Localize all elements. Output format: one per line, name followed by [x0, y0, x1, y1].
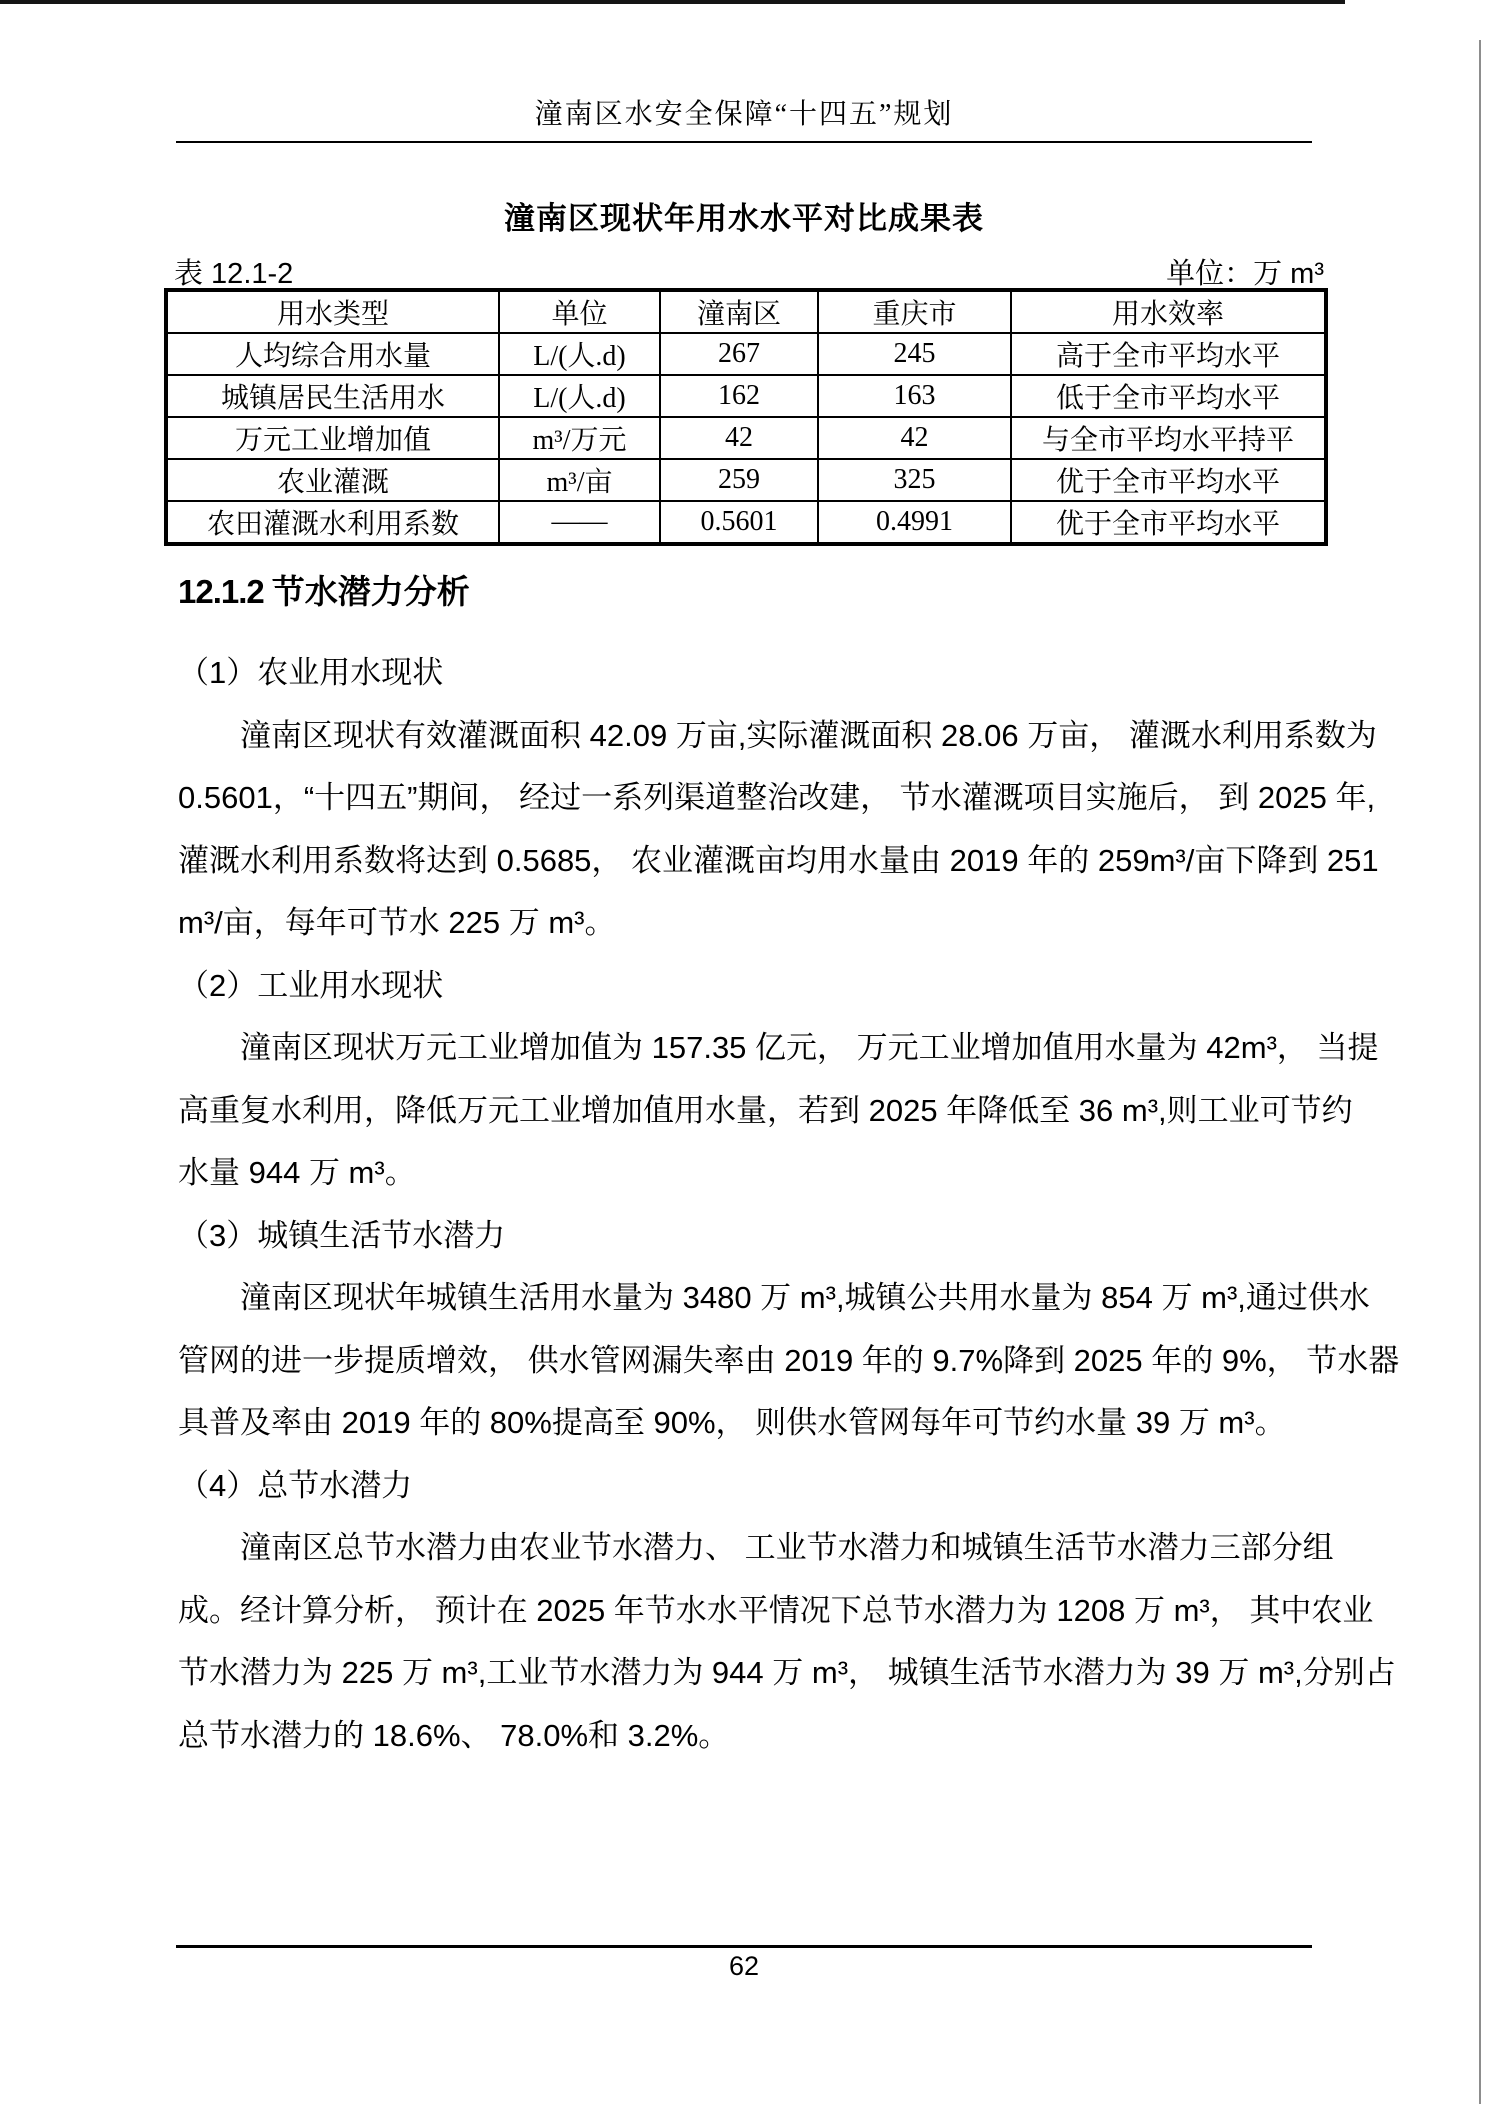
- paragraph-line: 成。经计算分析， 预计在 2025 年节水水平情况下总节水潜力为 1208 万 m³， 其中农业: [178, 1592, 1374, 1628]
- table-row: [166, 417, 1326, 459]
- table-caption-label: 表 12.1-2: [174, 258, 294, 290]
- column-header: 潼南区: [660, 290, 818, 333]
- table-cell: 农业灌溉: [166, 459, 499, 501]
- table-cell: 42: [818, 417, 1011, 459]
- table-cell: 优于全市平均水平: [1011, 459, 1326, 501]
- paragraph-line: 总节水潜力的 18.6%、 78.0%和 3.2%。: [178, 1717, 730, 1753]
- column-header: 用水类型: [166, 290, 499, 333]
- table-cell: L/(人.d): [499, 375, 660, 417]
- paragraph-line: 高重复水利用，降低万元工业增加值用水量，若到 2025 年降低至 36 m³,则工业可节约: [178, 1092, 1353, 1128]
- paragraph-line: 灌溉水利用系数将达到 0.5685， 农业灌溉亩均用水量由 2019 年的 259m³/亩下降到 251: [178, 842, 1379, 878]
- paragraph-line: 潼南区现状万元工业增加值为 157.35 亿元， 万元工业增加值用水量为 42m³， 当提: [240, 1030, 1379, 1065]
- scan-top-edge-artifact: [0, 0, 1345, 4]
- table-cell: 城镇居民生活用水: [166, 375, 499, 417]
- item-label: （1）农业用水现状: [178, 655, 444, 690]
- section-heading-number: 12.1.2: [178, 573, 264, 610]
- column-header: 用水效率: [1011, 290, 1326, 333]
- footer-rule: [176, 1945, 1312, 1948]
- item-label: （2）工业用水现状: [178, 967, 444, 1003]
- table-cell: 0.4991: [818, 501, 1011, 544]
- paragraph-line: 具普及率由 2019 年的 80%提高至 90%， 则供水管网每年可节约水量 39 万 m³。: [178, 1405, 1286, 1440]
- table-row: [166, 375, 1326, 417]
- section-heading: [178, 566, 470, 613]
- header-rule: [176, 141, 1312, 143]
- table-row: [166, 501, 1326, 544]
- table-row: [166, 459, 1326, 501]
- table-cell: ——: [499, 501, 660, 544]
- table-cell: 42: [660, 417, 818, 459]
- table-cell: 万元工业增加值: [166, 417, 499, 459]
- section-heading-text: 节水潜力分析: [271, 575, 470, 611]
- water-usage-comparison-table: [164, 288, 1328, 546]
- paragraph-line: 潼南区现状有效灌溉面积 42.09 万亩,实际灌溉面积 28.06 万亩， 灌溉水利用系数为: [240, 717, 1377, 753]
- table-cell: m³/万元: [499, 417, 660, 459]
- item-label: （3）城镇生活节水潜力: [178, 1217, 506, 1253]
- table-cell: 163: [818, 375, 1011, 417]
- table-header-row: [166, 290, 1326, 333]
- paragraph-line: 水量 944 万 m³。: [178, 1155, 416, 1190]
- table-cell: 农田灌溉水利用系数: [166, 501, 499, 544]
- table-cell: 162: [660, 375, 818, 417]
- scan-right-edge-artifact: [1479, 40, 1481, 2104]
- page-number: 62: [728, 1951, 760, 1981]
- table-unit-label: 单位：万 m³: [1166, 258, 1324, 290]
- paragraph-line: 潼南区现状年城镇生活用水量为 3480 万 m³,城镇公共用水量为 854 万 m³,通过供水: [240, 1280, 1370, 1315]
- paragraph-line: 潼南区总节水潜力由农业节水潜力、 工业节水潜力和城镇生活节水潜力三部分组: [240, 1530, 1334, 1565]
- column-header: 重庆市: [818, 290, 1011, 333]
- table-cell: m³/亩: [499, 459, 660, 501]
- table-caption-row: [174, 251, 1324, 292]
- page-header: 潼南区水安全保障“十四五”规划: [534, 99, 954, 130]
- table-cell: 优于全市平均水平: [1011, 501, 1326, 544]
- paragraph-line: m³/亩，每年可节水 225 万 m³。: [178, 905, 616, 940]
- table-cell: 259: [660, 459, 818, 501]
- paragraph-line: 节水潜力为 225 万 m³,工业节水潜力为 944 万 m³， 城镇生活节水潜力为 39 万 m³,分别占: [178, 1655, 1396, 1690]
- paragraph-line: 管网的进一步提质增效， 供水管网漏失率由 2019 年的 9.7%降到 2025 年的 9%， 节水器: [178, 1342, 1400, 1378]
- table-cell: 245: [818, 333, 1011, 375]
- item-label: （4）总节水潜力: [178, 1467, 413, 1503]
- table-cell: 325: [818, 459, 1011, 501]
- table-cell: 0.5601: [660, 501, 818, 544]
- paragraph-line: 0.5601，“十四五”期间， 经过一系列渠道整治改建， 节水灌溉项目实施后， 到 2025 年,: [178, 780, 1376, 815]
- table-cell: 人均综合用水量: [166, 333, 499, 375]
- table-cell: 高于全市平均水平: [1011, 333, 1326, 375]
- table-cell: L/(人.d): [499, 333, 660, 375]
- table-row: [166, 333, 1326, 375]
- column-header: 单位: [499, 290, 660, 333]
- table-cell: 低于全市平均水平: [1011, 375, 1326, 417]
- table-title: 潼南区现状年用水水平对比成果表: [504, 201, 984, 236]
- section-body: [178, 642, 1400, 1767]
- table-cell: 267: [660, 333, 818, 375]
- table-cell: 与全市平均水平持平: [1011, 417, 1326, 459]
